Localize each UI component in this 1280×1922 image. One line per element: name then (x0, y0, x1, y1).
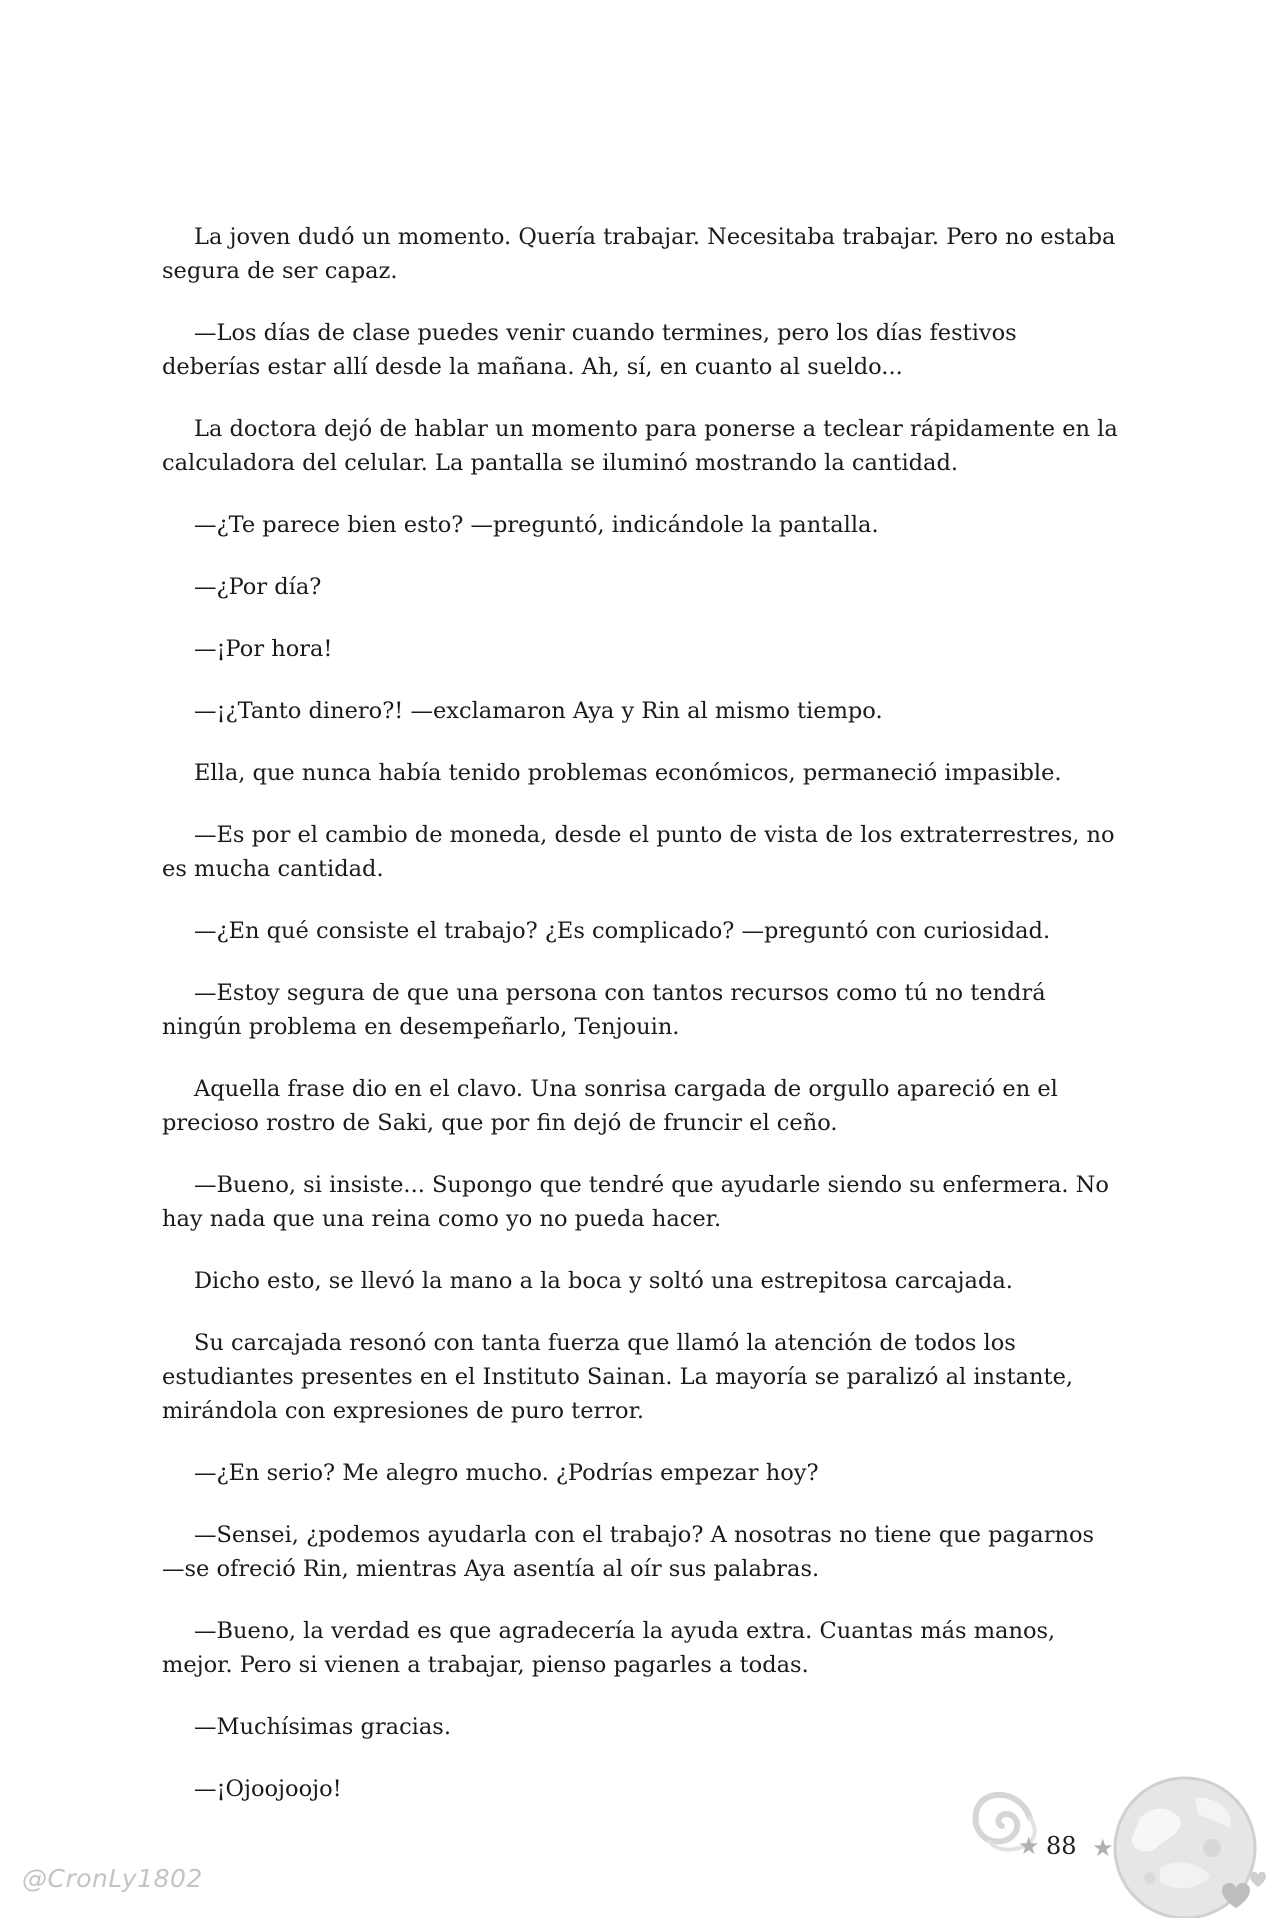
paragraph: —¿Te parece bien esto? —preguntó, indicándole la pantalla. (194, 512, 879, 538)
paragraph: —¿En qué consiste el trabajo? ¿Es complicado? —preguntó con curiosidad. (194, 918, 1051, 944)
paragraph: —¿En serio? Me alegro mucho. ¿Podrías empezar hoy? (194, 1460, 819, 1486)
paragraph: —Es por el cambio de moneda, desde el punto de vista de los extraterrestres, no es mucha cantidad. (162, 822, 1115, 882)
paragraph: —Sensei, ¿podemos ayudarla con el trabajo? A nosotras no tiene que pagarnos —se ofreció Rin, mientras Aya asentía al oír sus palabras. (162, 1522, 1095, 1582)
paragraph: —¿Por día? (194, 574, 322, 600)
star-left-icon: ★ (1018, 1832, 1040, 1860)
paragraph: La doctora dejó de hablar un momento para ponerse a teclear rápidamente en la calculadora del celular. La pantalla se iluminó mostrando la cantidad. (162, 416, 1118, 476)
watermark: @CronLy1802 (22, 1864, 203, 1893)
paragraph: —¡Por hora! (194, 636, 333, 662)
paragraph: —Bueno, la verdad es que agradecería la ayuda extra. Cuantas más manos, mejor. Pero si vienen a trabajar, pienso pagarles a todas. (162, 1618, 1056, 1678)
star-right-icon: ★ (1092, 1834, 1114, 1862)
paragraph: La joven dudó un momento. Quería trabajar. Necesitaba trabajar. Pero no estaba segura de ser capaz. (162, 224, 1116, 284)
page-body (162, 220, 1122, 1834)
paragraph: —Los días de clase puedes venir cuando termines, pero los días festivos deberías estar allí desde la mañana. Ah, sí, en cuanto al sueldo... (162, 320, 1017, 380)
paragraph: Dicho esto, se llevó la mano a la boca y soltó una estrepitosa carcajada. (194, 1268, 1013, 1294)
paragraph: —Bueno, si insiste... Supongo que tendré que ayudarle siendo su enfermera. No hay nada que una reina como yo no pueda hacer. (162, 1172, 1109, 1232)
paragraph: Ella, que nunca había tenido problemas económicos, permaneció impasible. (194, 760, 1062, 786)
paragraph: Aquella frase dio en el clavo. Una sonrisa cargada de orgullo apareció en el precioso rostro de Saki, que por fin dejó de fruncir el ceño. (162, 1076, 1058, 1136)
page-number: 88 (1046, 1832, 1077, 1860)
moon-ornament-icon (960, 1758, 1270, 1918)
paragraph: —¡Ojoojoojo! (194, 1776, 342, 1802)
paragraph: —¡¿Tanto dinero?! —exclamaron Aya y Rin al mismo tiempo. (194, 698, 883, 724)
paragraph: —Estoy segura de que una persona con tantos recursos como tú no tendrá ningún problema en desempeñarlo, Tenjouin. (162, 980, 1046, 1040)
paragraph: Su carcajada resonó con tanta fuerza que llamó la atención de todos los estudiantes presentes en el Instituto Sainan. La mayoría se paralizó al instante, mirándola con expresiones de puro terror. (162, 1330, 1074, 1424)
paragraph: —Muchísimas gracias. (194, 1714, 451, 1740)
